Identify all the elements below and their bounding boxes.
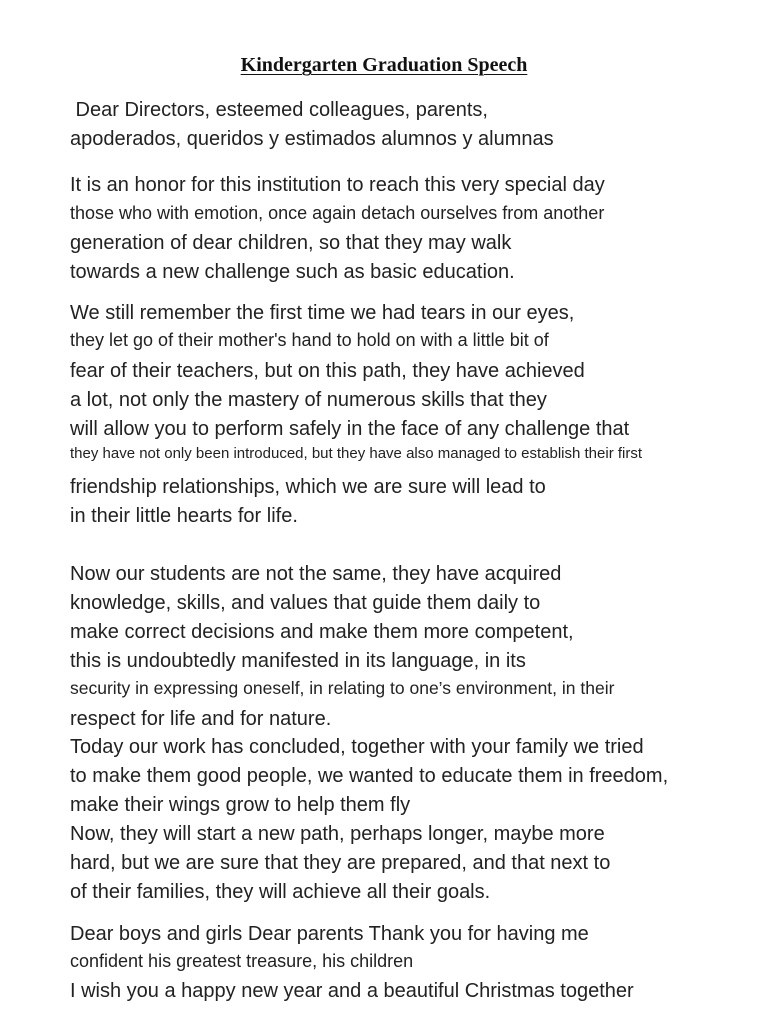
paragraph-line: of their families, they will achieve all their goals.	[70, 881, 491, 903]
paragraph-line: confident his greatest treasure, his children	[70, 951, 414, 971]
paragraph-line: in their little hearts for life.	[70, 505, 298, 527]
paragraph-line: make correct decisions and make them more competent,	[70, 621, 574, 643]
paragraph-line: those who with emotion, once again detach ourselves from another	[70, 203, 605, 223]
paragraph-line: Dear boys and girls Dear parents Thank you for having me	[70, 923, 589, 945]
paragraph-line: respect for life and for nature.	[70, 708, 332, 730]
paragraph-line: knowledge, skills, and values that guide them daily to	[70, 592, 541, 614]
paragraph-line: We still remember the first time we had tears in our eyes,	[70, 302, 575, 324]
paragraph-line: I wish you a happy new year and a beautiful Christmas together	[70, 980, 634, 1002]
paragraph-line: friendship relationships, which we are sure will lead to	[70, 476, 546, 498]
paragraph-line: towards a new challenge such as basic education.	[70, 261, 515, 283]
paragraph-line: Now, they will start a new path, perhaps longer, maybe more	[70, 823, 605, 845]
greeting-line: Dear Directors, esteemed colleagues, parents,	[70, 99, 488, 121]
paragraph-line: generation of dear children, so that they may walk	[70, 232, 512, 254]
paragraph-line: make their wings grow to help them fly	[70, 794, 411, 816]
paragraph-line: security in expressing oneself, in relating to one’s environment, in their	[70, 678, 615, 698]
paragraph-line: they let go of their mother's hand to hold on with a little bit of	[70, 330, 549, 350]
paragraph-line: a lot, not only the mastery of numerous skills that they	[70, 389, 547, 411]
paragraph-line: Today our work has concluded, together with your family we tried	[70, 736, 644, 758]
document-title: Kindergarten Graduation Speech	[240, 54, 528, 76]
paragraph-line: fear of their teachers, but on this path, they have achieved	[70, 360, 585, 382]
paragraph-line: will allow you to perform safely in the face of any challenge that	[70, 418, 630, 440]
paragraph-line: this is undoubtedly manifested in its language, in its	[70, 650, 526, 672]
paragraph-line: hard, but we are sure that they are prepared, and that next to	[70, 852, 611, 874]
paragraph-line: Now our students are not the same, they have acquired	[70, 563, 562, 585]
paragraph-line: It is an honor for this institution to reach this very special day	[70, 174, 605, 196]
greeting-line: apoderados, queridos y estimados alumnos y alumnas	[70, 128, 554, 150]
paragraph-line: they have not only been introduced, but they have also managed to establish their first	[70, 445, 643, 462]
paragraph-line: to make them good people, we wanted to educate them in freedom,	[70, 765, 669, 787]
